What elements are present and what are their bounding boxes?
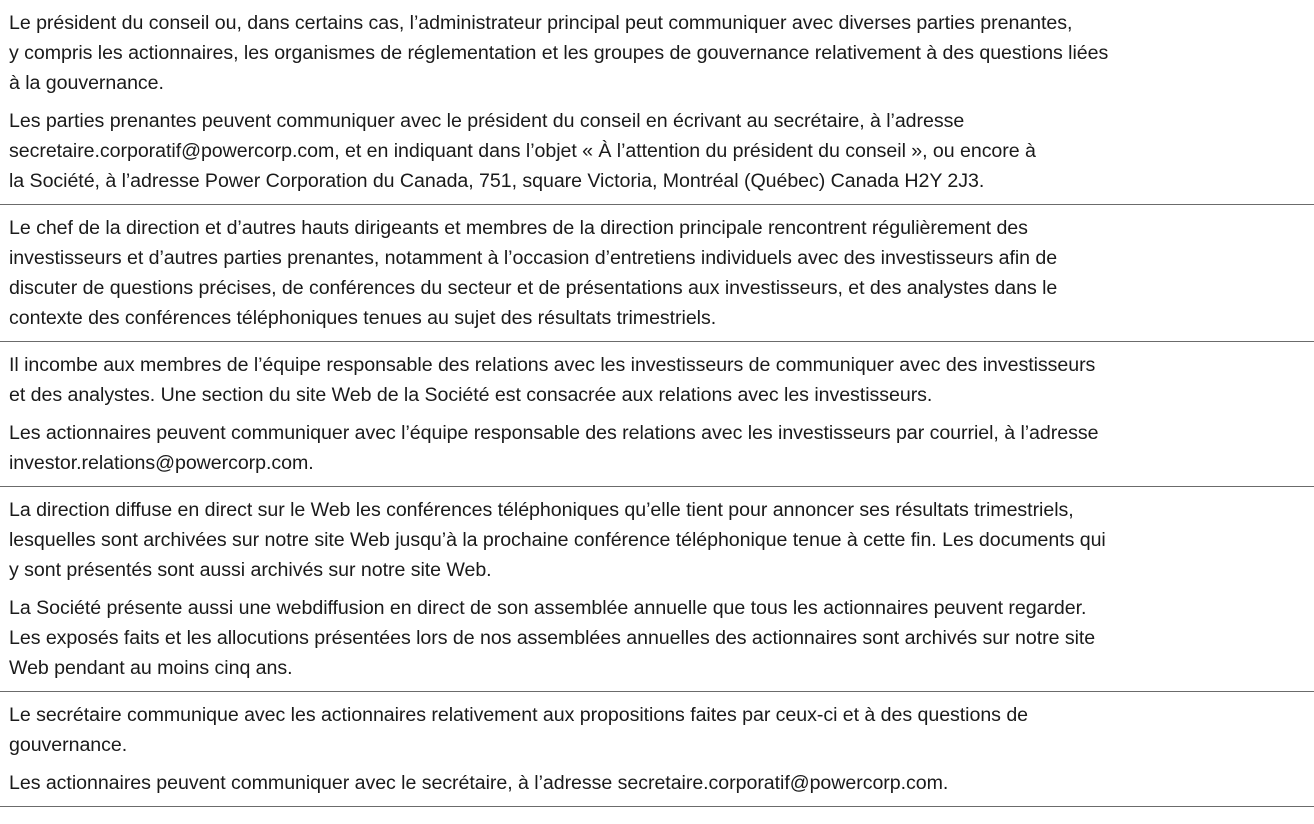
text-line: lesquelles sont archivées sur notre site Web jusqu’à la prochaine conférence téléphonique tenue à cette fin. Les documents qui: [9, 529, 1106, 551]
text-line: et des analystes. Une section du site Web de la Société est consacrée aux relations avec les investisseurs.: [9, 384, 933, 406]
text-line: la Société, à l’adresse Power Corporation du Canada, 751, square Victoria, Montréal (Québec) Canada H2Y 2J3.: [9, 170, 985, 192]
text-line: Le président du conseil ou, dans certains cas, l’administrateur principal peut communiquer avec diverses parties prenantes,: [9, 12, 1073, 34]
section-webcasts: [0, 487, 1314, 692]
section-management-meetings: [0, 205, 1314, 342]
paragraph: [9, 495, 1306, 585]
text-line: contexte des conférences téléphoniques tenues au sujet des résultats trimestriels.: [9, 307, 717, 329]
text-line: discuter de questions précises, de conférences du secteur et de présentations aux investisseurs, et des analystes dans le: [9, 277, 1058, 299]
text-line: secretaire.corporatif@powercorp.com, et en indiquant dans l’objet « À l’attention du président du conseil », ou encore à: [9, 140, 1036, 162]
text-line: Web pendant au moins cinq ans.: [9, 657, 293, 679]
text-line: à la gouvernance.: [9, 72, 164, 94]
paragraph: [9, 106, 1306, 196]
paragraph: [9, 700, 1306, 760]
text-line: y sont présentés sont aussi archivés sur notre site Web.: [9, 559, 492, 581]
text-line: Les exposés faits et les allocutions présentées lors de nos assemblées annuelles des actionnaires sont archivés sur notre site: [9, 627, 1096, 649]
text-line: Il incombe aux membres de l’équipe responsable des relations avec les investisseurs de communiquer avec des investisseurs: [9, 354, 1096, 376]
section-investor-relations: [0, 342, 1314, 487]
text-line: La Société présente aussi une webdiffusion en direct de son assemblée annuelle que tous les actionnaires peuvent regarder.: [9, 597, 1087, 619]
paragraph: [9, 768, 1306, 798]
text-line: investor.relations@powercorp.com.: [9, 452, 314, 474]
text-line: Le secrétaire communique avec les actionnaires relativement aux propositions faites par ceux-ci et à des questions de: [9, 704, 1029, 726]
text-line: La direction diffuse en direct sur le Web les conférences téléphoniques qu’elle tient pour annoncer ses résultats trimestriels,: [9, 499, 1074, 521]
paragraph: [9, 213, 1306, 333]
paragraph: [9, 593, 1306, 683]
text-line: Les actionnaires peuvent communiquer avec l’équipe responsable des relations avec les investisseurs par courriel, à l’adresse: [9, 422, 1099, 444]
text-line: Les actionnaires peuvent communiquer avec le secrétaire, à l’adresse secretaire.corporatif@powercorp.com.: [9, 772, 949, 794]
section-board-chair: [0, 0, 1314, 205]
paragraph: [9, 8, 1306, 98]
section-secretary: [0, 692, 1314, 807]
text-line: gouvernance.: [9, 734, 128, 756]
text-line: investisseurs et d’autres parties prenantes, notamment à l’occasion d’entretiens individuels avec des investisseurs afin de: [9, 247, 1058, 269]
text-line: Le chef de la direction et d’autres hauts dirigeants et membres de la direction principale rencontrent régulièrement des: [9, 217, 1028, 239]
text-line: y compris les actionnaires, les organismes de réglementation et les groupes de gouvernance relativement à des questions liées: [9, 42, 1109, 64]
paragraph: [9, 350, 1306, 410]
text-line: Les parties prenantes peuvent communiquer avec le président du conseil en écrivant au secrétaire, à l’adresse: [9, 110, 965, 132]
paragraph: [9, 418, 1306, 478]
